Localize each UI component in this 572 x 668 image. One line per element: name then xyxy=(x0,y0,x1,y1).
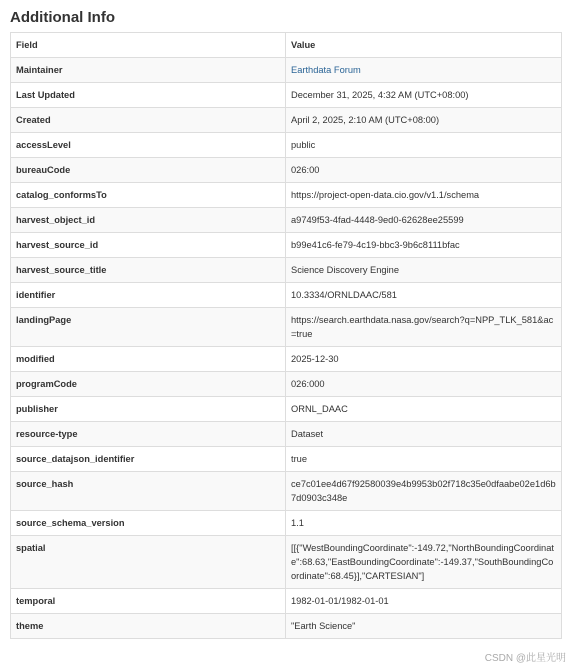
value-cell: 2025-12-30 xyxy=(286,347,562,372)
field-cell: theme xyxy=(11,614,286,639)
value-cell xyxy=(286,58,562,83)
value-cell: public xyxy=(286,133,562,158)
table-row xyxy=(11,158,562,183)
field-cell: catalog_conformsTo xyxy=(11,183,286,208)
table-row xyxy=(11,347,562,372)
value-cell: https://project-open-data.cio.gov/v1.1/schema xyxy=(286,183,562,208)
section-title: Additional Info xyxy=(10,9,115,26)
value-cell: [[{"WestBoundingCoordinate":-149.72,"NorthBoundingCoordinate":68.63,"EastBoundingCoordinate":-149.37,"SouthBoundingCoordinate":68.45}],"CARTESIAN"] xyxy=(286,536,562,589)
field-cell: source_datajson_identifier xyxy=(11,447,286,472)
table-row xyxy=(11,447,562,472)
field-cell: Created xyxy=(11,108,286,133)
table-row xyxy=(11,536,562,589)
value-cell: 10.3334/ORNLDAAC/581 xyxy=(286,283,562,308)
field-cell: resource-type xyxy=(11,422,286,447)
field-cell: source_schema_version xyxy=(11,511,286,536)
table-row xyxy=(11,308,562,347)
table-row xyxy=(11,183,562,208)
table-row xyxy=(11,511,562,536)
value-cell: b99e41c6-fe79-4c19-bbc3-9b6c8111bfac xyxy=(286,233,562,258)
field-cell: harvest_source_title xyxy=(11,258,286,283)
value-cell: ce7c01ee4d67f92580039e4b9953b02f718c35e0dfaabe02e1d6b7d0903c348e xyxy=(286,472,562,511)
field-cell: spatial xyxy=(11,536,286,589)
column-header-value: Value xyxy=(286,33,562,58)
value-cell: 1982-01-01/1982-01-01 xyxy=(286,589,562,614)
field-cell: identifier xyxy=(11,283,286,308)
field-cell: temporal xyxy=(11,589,286,614)
field-cell: Last Updated xyxy=(11,83,286,108)
table-row xyxy=(11,58,562,83)
value-cell: "Earth Science" xyxy=(286,614,562,639)
value-cell: https://search.earthdata.nasa.gov/search?q=NPP_TLK_581&ac=true xyxy=(286,308,562,347)
value-cell: December 31, 2025, 4:32 AM (UTC+08:00) xyxy=(286,83,562,108)
table-row xyxy=(11,133,562,158)
field-cell: publisher xyxy=(11,397,286,422)
table-row xyxy=(11,422,562,447)
field-cell: modified xyxy=(11,347,286,372)
field-cell: bureauCode xyxy=(11,158,286,183)
table-row xyxy=(11,614,562,639)
value-cell: 026:00 xyxy=(286,158,562,183)
field-cell: harvest_object_id xyxy=(11,208,286,233)
watermark: CSDN @此星光明 xyxy=(484,653,566,664)
table-row xyxy=(11,283,562,308)
table-row xyxy=(11,233,562,258)
field-cell: accessLevel xyxy=(11,133,286,158)
value-cell: Science Discovery Engine xyxy=(286,258,562,283)
value-cell: a9749f53-4fad-4448-9ed0-62628ee25599 xyxy=(286,208,562,233)
value-cell: April 2, 2025, 2:10 AM (UTC+08:00) xyxy=(286,108,562,133)
field-cell: Maintainer xyxy=(11,58,286,83)
table-row xyxy=(11,472,562,511)
value-cell: Dataset xyxy=(286,422,562,447)
field-cell: harvest_source_id xyxy=(11,233,286,258)
value-cell: 1.1 xyxy=(286,511,562,536)
field-cell: source_hash xyxy=(11,472,286,511)
additional-info-table xyxy=(10,32,562,639)
maintainer-link[interactable]: Earthdata Forum xyxy=(291,65,361,75)
table-row xyxy=(11,589,562,614)
table-row xyxy=(11,258,562,283)
table-row xyxy=(11,83,562,108)
value-cell: true xyxy=(286,447,562,472)
value-cell: 026:000 xyxy=(286,372,562,397)
table-row xyxy=(11,397,562,422)
table-header-row xyxy=(11,33,562,58)
table-row xyxy=(11,108,562,133)
value-cell: ORNL_DAAC xyxy=(286,397,562,422)
table-row xyxy=(11,208,562,233)
field-cell: programCode xyxy=(11,372,286,397)
column-header-field: Field xyxy=(11,33,286,58)
table-row xyxy=(11,372,562,397)
field-cell: landingPage xyxy=(11,308,286,347)
